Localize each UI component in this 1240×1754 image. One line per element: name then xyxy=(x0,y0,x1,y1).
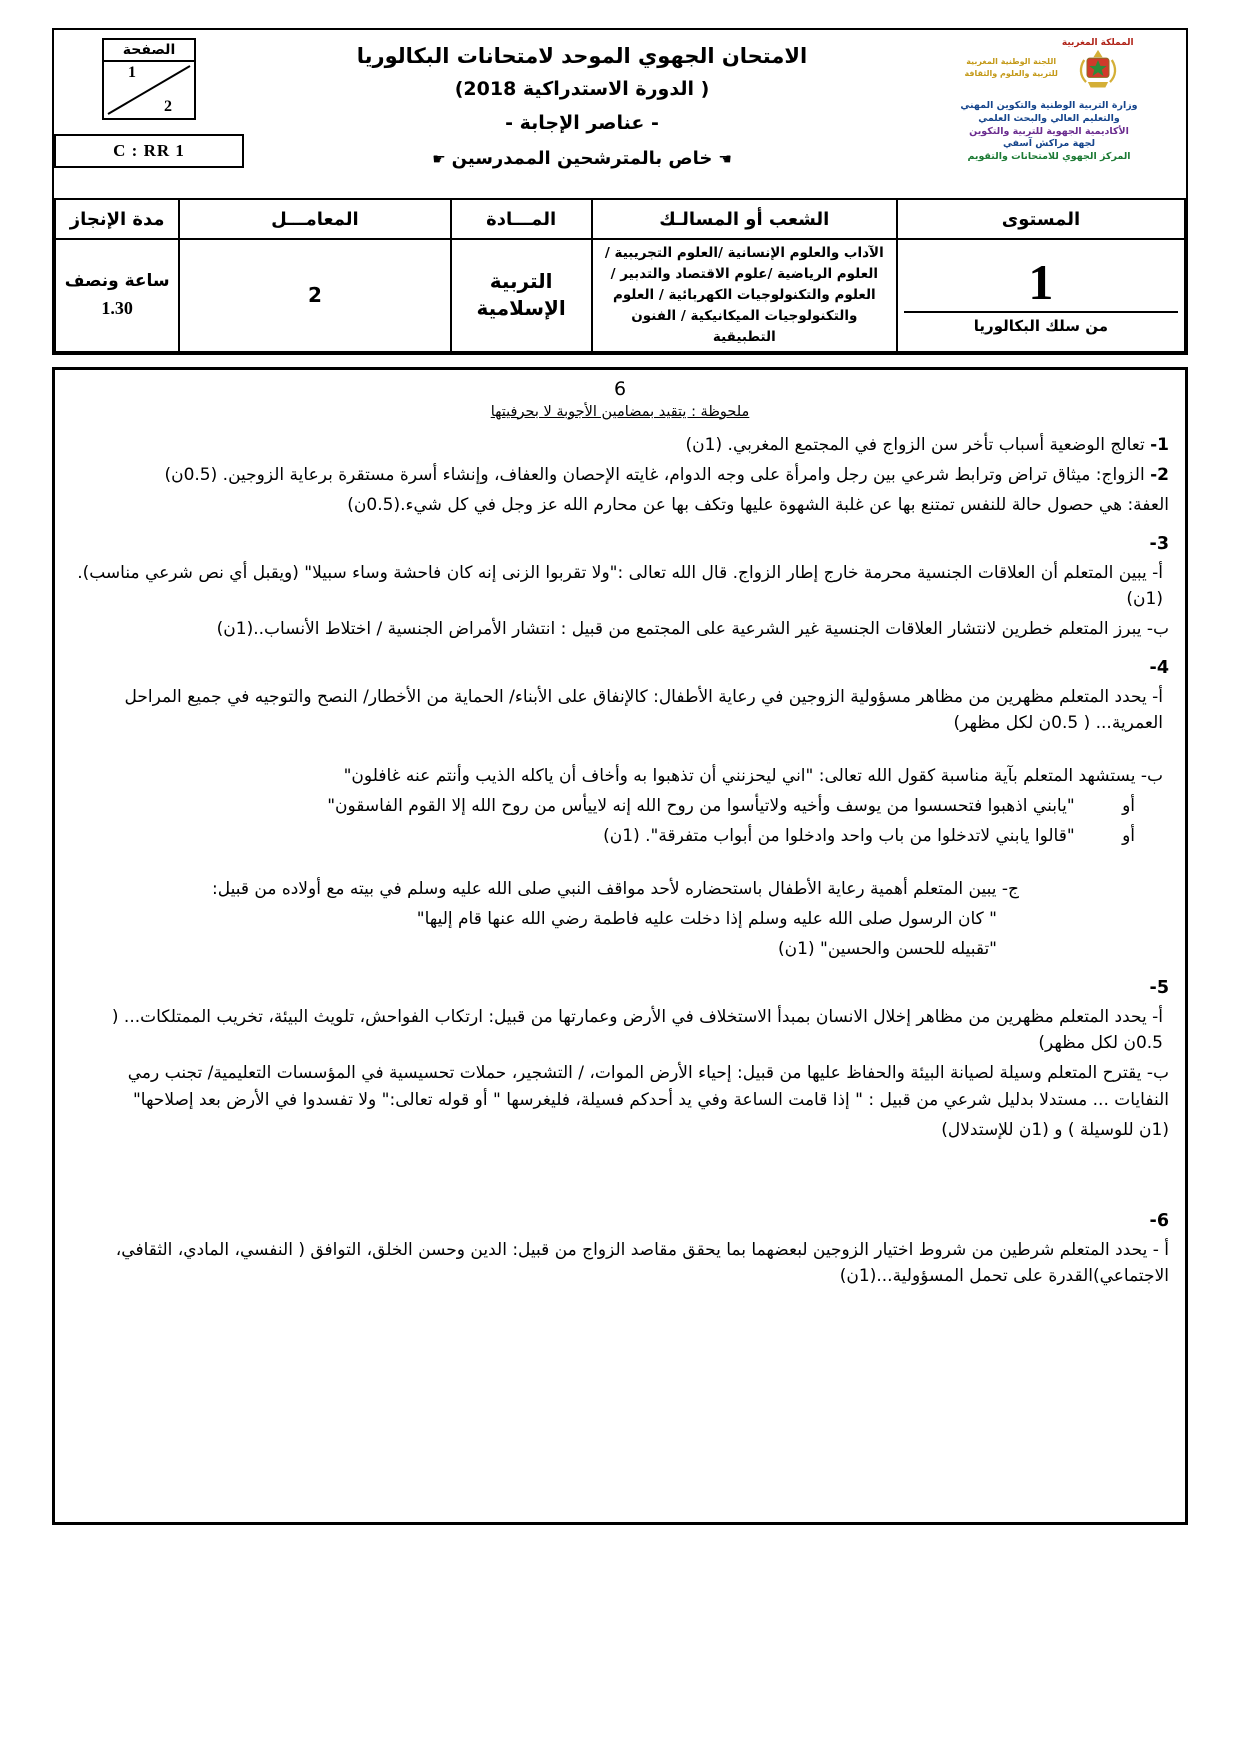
subject-header: المـــادة xyxy=(451,199,592,239)
duration-cell xyxy=(55,239,179,352)
answer-line: أ- يحدد المتعلم مظهرين من مظاهر إخلال الانسان بمبدأ الاستخلاف في الأرض وعمارتها من قبيل: ارتكاب الفواحش، تلويث البيئة، تخريب الممتلكات... ( 0.5ن لكل مظهر) xyxy=(111,1006,1163,1054)
answer-line: "تقبيله للحسن والحسين" (1ن) xyxy=(778,939,997,960)
title-block xyxy=(244,36,920,169)
line-marker: 5- xyxy=(1149,977,1169,998)
exam-title: الامتحان الجهوي الموحد لامتحانات البكالوريا xyxy=(356,44,808,68)
line-marker: 3- xyxy=(1149,533,1169,554)
meta-values-row xyxy=(55,239,1185,352)
line-marker: 2- xyxy=(1150,464,1169,485)
answer-line xyxy=(71,531,1169,558)
manicule-left-icon: ☛ xyxy=(432,150,446,168)
answer-elements-subtitle: - عناصر الإجابة - xyxy=(505,112,659,134)
logo-line: المركز الجهوي للامتحانات والتقويم xyxy=(967,151,1131,163)
content-page-marker: 6 xyxy=(613,377,627,400)
answer-line: (1ن للوسيلة ) و (1ن للإستدلال) xyxy=(941,1120,1169,1141)
page-number-column xyxy=(54,36,244,168)
audience-text: خاص بالمترشحين الممدرسين xyxy=(451,148,713,169)
logo-line: للتربية والعلوم والثقافة xyxy=(964,68,1058,78)
answer-line: أو "قالوا يابني لاتدخلوا من باب واحد وادخلوا من أبواب متفرقة". (1ن) xyxy=(603,826,1135,847)
ministry-logo xyxy=(920,36,1178,166)
level-cell xyxy=(897,239,1185,352)
answer-line: أو "يابني اذهبوا فتحسسوا من يوسف وأخيه ولاتيأسوا من روح الله إنه لاييأس من روح الله إلا القوم الفاسقون" xyxy=(327,795,1135,816)
answer-line: ب- يقترح المتعلم وسيلة لصيانة البيئة والحفاظ عليها من قبيل: إحياء الأرض الموات، / التشجير، حملات تحسيسية في المؤسسات التعليمية/ تجنب رمي النفايات ... مستدلا بدليل شرعي من قبيل : " إذا قامت الساعة وفي يد أحدكم فسيلة، فليغرسها " أو قوله تعالى:" ولا تفسدوا في الأرض بعد إصلاحها" xyxy=(127,1063,1169,1110)
answer-line: أ- يحدد المتعلم مظهرين من مظاهر مسؤولية الزوجين في رعاية الأطفال: كالإنفاق على الأبناء/ الحماية من الأخطار/ النصح والتوجيه في جميع المراحل العمرية... ( 0.5ن لكل مظهر) xyxy=(124,686,1163,734)
answer-line xyxy=(71,975,1169,1002)
exam-code: C : RR 1 xyxy=(54,134,244,168)
answer-lines xyxy=(71,432,1169,1290)
answer-line: العفة: هي حصول حالة للنفس تمتنع بها عن غلبة الشهوة عليها وتكف بها عن محارم الله عز وجل في كل شيء.(0.5ن) xyxy=(347,495,1169,516)
logo-line: وزارة التربية الوطنية والتكوين المهني xyxy=(960,100,1138,111)
page-number-box xyxy=(102,38,196,120)
exam-session: ( الدورة الاستدراكية 2018) xyxy=(454,78,710,100)
logo-line: لجهة مراكش آسفي xyxy=(1002,138,1096,150)
coat-of-arms-icon xyxy=(1075,48,1121,94)
logo-emblem-wrap xyxy=(1062,38,1134,98)
coefficient-header: المعامـــل xyxy=(179,199,450,239)
duration-header: مدة الإنجاز xyxy=(55,199,179,239)
line-marker: أو xyxy=(1122,795,1135,816)
duration-value: 1.30 xyxy=(101,297,133,318)
level-text: من سلك البكالوريا xyxy=(904,311,1178,335)
meta-header-row xyxy=(55,199,1185,239)
answer-line: 2- الزواج: ميثاق تراض وترابط شرعي بين رجل وامرأة على وجه الدوام، غايته الإحصان والعفاف، وإنشاء أسرة مستقرة برعاية الزوجين. (0.5ن) xyxy=(164,464,1169,485)
audience-line xyxy=(244,148,920,169)
logo-text-lines xyxy=(924,100,1174,164)
line-marker: 4- xyxy=(1149,657,1169,678)
logo-line: والتعليم العالي والبحث العلمي xyxy=(978,112,1120,124)
streams-cell: الآداب والعلوم الإنسانية /العلوم التجريبية / العلوم الرياضية /علوم الاقتصاد والتدبير / العلوم والتكنولوجيات الكهربائية / العلوم والتكنولوجيات الميكانيكية / الفنون التطبيقية xyxy=(592,239,897,352)
diagonal-line xyxy=(104,62,194,118)
logo-kingdom-text: المملكة المغربية xyxy=(1061,38,1134,48)
level-number: 1 xyxy=(1028,253,1054,310)
coefficient-cell: 2 xyxy=(179,239,450,352)
duration-text: ساعة ونصف xyxy=(64,271,170,292)
answer-line: ب- يستشهد المتعلم بآية مناسبة كقول الله تعالى: "اني ليحزنني أن تذهبوا به وأخاف أن ياكله الذيب وأنتم عنه غافلون" xyxy=(343,765,1163,786)
header-row xyxy=(54,30,1186,198)
logo-line: اللجنة الوطنية المغربية xyxy=(966,56,1057,66)
grading-note: ملحوظة : يتقيد بمضامين الأجوبة لا بحرفيتها xyxy=(490,403,750,420)
answer-line: أ- يبين المتعلم أن العلاقات الجنسية محرمة خارج إطار الزواج. قال الله تعالى :"ولا تقربوا الزنى إنه كان فاحشة وساء سبيلا" (ويقبل أي نص شرعي مناسب). (1ن) xyxy=(77,562,1163,610)
line-marker: 6- xyxy=(1149,1210,1169,1231)
streams-header: الشعب أو المسالـك xyxy=(592,199,897,239)
exam-header-block xyxy=(52,28,1188,355)
logo-line: الأكاديمية الجهوية للتربية والتكوين xyxy=(969,125,1129,137)
line-marker: 1- xyxy=(1150,434,1169,455)
sheet-label: الصفحة xyxy=(104,40,194,62)
page-fraction xyxy=(104,62,194,118)
level-header: المستوى xyxy=(897,199,1185,239)
answer-line xyxy=(71,1208,1169,1235)
answer-line: أ - يحدد المتعلم شرطين من شروط اختيار الزوجين لبعضهما بما يحقق مقاصد الزواج من قبيل: الدين وحسن الخلق، التوافق ( النفسي، المادي، الثقافي، الاجتماعي)القدرة على تحمل المسؤولية...(1ن) xyxy=(115,1239,1169,1286)
logo-top-row xyxy=(924,38,1174,98)
current-page-number: 1 xyxy=(128,64,136,81)
answer-line: ج- يبين المتعلم أهمية رعاية الأطفال باستحضاره لأحد مواقف النبي صلى الله عليه وسلم في بيته مع أولاده من قبيل: xyxy=(211,878,1019,899)
logo-unesco-lines xyxy=(964,57,1057,80)
answer-line xyxy=(71,655,1169,682)
answer-line: 1- تعالج الوضعية أسباب تأخر سن الزواج في المجتمع المغربي. (1ن) xyxy=(685,434,1169,455)
line-marker: أو xyxy=(1122,826,1135,847)
total-pages-number: 2 xyxy=(164,98,172,115)
answer-line: ب- يبرز المتعلم خطرين لانتشار العلاقات الجنسية غير الشرعية على المجتمع من قبيل : انتشار الأمراض الجنسية / اختلاط الأنساب..(1ن) xyxy=(216,619,1169,640)
answer-line: " كان الرسول صلى الله عليه وسلم إذا دخلت عليه فاطمة رضي الله عنها قام إليها" xyxy=(416,908,997,929)
subject-cell: التربية الإسلامية xyxy=(451,239,592,352)
answer-content-box xyxy=(52,367,1188,1525)
exam-meta-table xyxy=(54,198,1186,353)
manicule-right-icon: ☚ xyxy=(718,150,732,168)
